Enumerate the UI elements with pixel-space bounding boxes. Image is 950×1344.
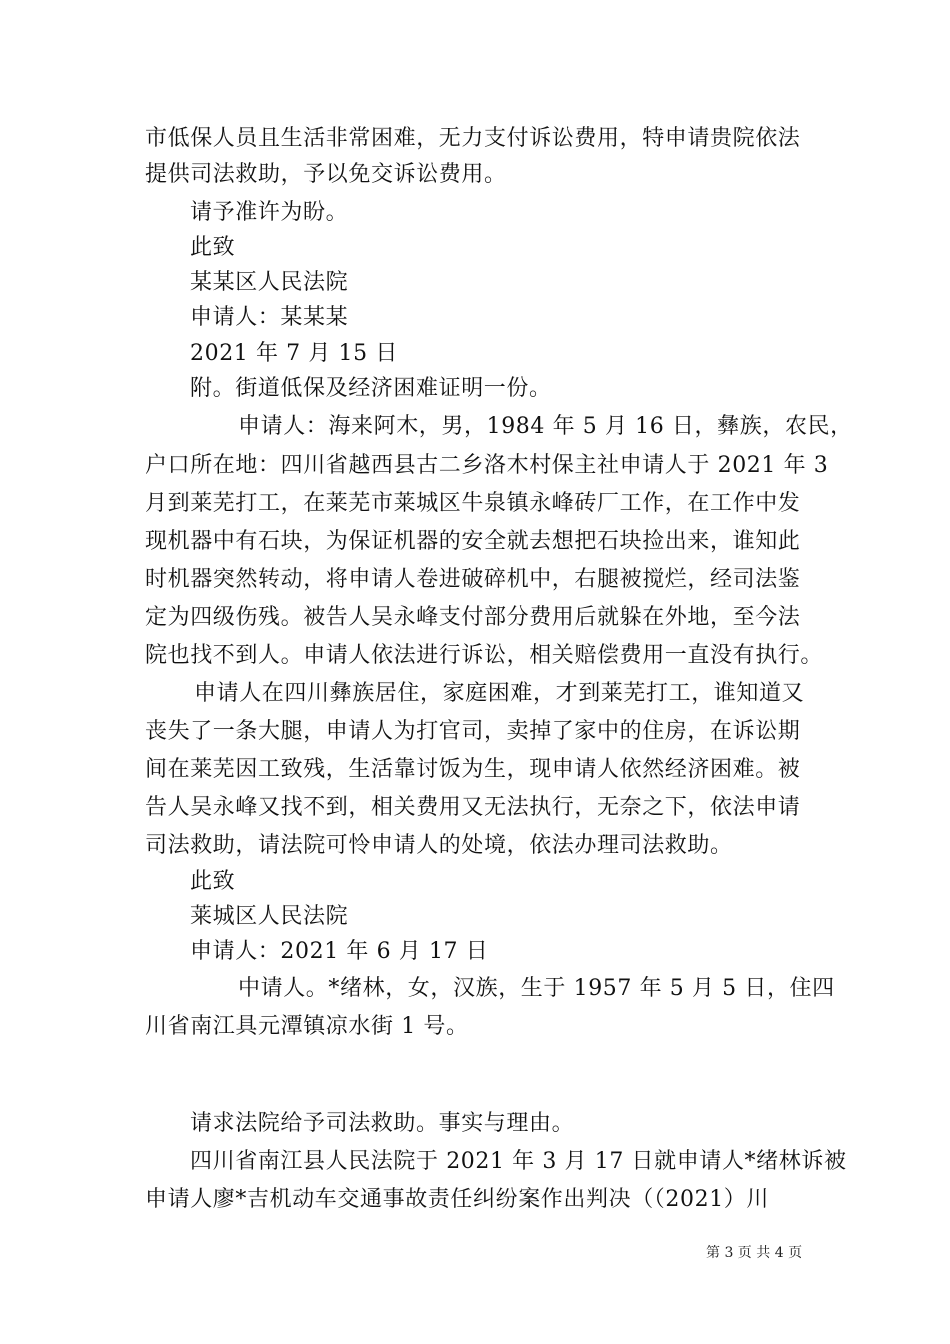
page-number: 第 3 页 共 4 页 (706, 1245, 803, 1261)
body-line: 月到莱芜打工，在莱芜市莱城区牛泉镇永峰砖厂工作，在工作中发 (145, 491, 801, 516)
body-line: 现机器中有石块，为保证机器的安全就去想把石块捡出来，谁知此 (145, 529, 801, 554)
salutation: 此致 (190, 869, 236, 894)
date-line: 2021 年 7 月 15 日 (190, 341, 398, 366)
body-line: 申请人：海来阿木，男，1984 年 5 月 16 日，彝族，农民， (238, 414, 853, 439)
body-line: 川省南江具元潭镇凉水街 1 号。 (145, 1014, 469, 1039)
body-line: 时机器突然转动，将申请人卷进破碎机中，右腿被搅烂，经司法鉴 (145, 567, 801, 592)
body-line: 提供司法救助，予以免交诉讼费用。 (145, 162, 507, 187)
body-line: 请求法院给予司法救助。事实与理由。 (190, 1111, 575, 1136)
applicant-signature: 申请人：2021 年 6 月 17 日 (190, 939, 489, 964)
recipient-court: 莱城区人民法院 (190, 904, 349, 929)
body-line: 定为四级伤残。被告人吴永峰支付部分费用后就躲在外地，至今法 (145, 605, 801, 630)
recipient-court: 某某区人民法院 (190, 270, 349, 295)
body-line: 间在莱芜因工致残，生活靠讨饭为生，现申请人依然经济困难。被 (145, 757, 801, 782)
body-line: 中请人。*绪林，女，汉族，生于 1957 年 5 月 5 日，住四 (238, 976, 835, 1001)
attachment-note: 附。街道低保及经济困难证明一份。 (190, 376, 552, 401)
body-line: 四川省南江县人民法院于 2021 年 3 月 17 日就申请人*绪林诉被 (190, 1149, 847, 1174)
body-line: 申请人在四川彝族居住，家庭困难，才到莱芜打工，谁知道又 (194, 681, 805, 706)
body-line: 市低保人员且生活非常困难，无力支付诉讼费用，特申请贵院依法 (145, 126, 801, 151)
body-line: 司法救助，请法院可怜申请人的处境，依法办理司法救助。 (145, 833, 733, 858)
body-line: 院也找不到人。申请人依法进行诉讼，相关赔偿费用一直没有执行。 (145, 643, 824, 668)
body-line: 丧失了一条大腿，申请人为打官司，卖掉了家中的住房，在诉讼期 (145, 719, 801, 744)
body-line: 请予准许为盼。 (190, 200, 349, 225)
salutation: 此致 (190, 235, 236, 260)
body-line: 户口所在地：四川省越西县古二乡洛木村保主社申请人于 2021 年 3 (145, 453, 829, 478)
body-line: 告人吴永峰又找不到，相关费用又无法执行，无奈之下，依法申请 (145, 795, 801, 820)
applicant-signature: 申请人：某某某 (190, 305, 349, 330)
body-line: 申请人廖*吉机动车交通事故责任纠纷案作出判决（（2021）川 (145, 1187, 769, 1212)
